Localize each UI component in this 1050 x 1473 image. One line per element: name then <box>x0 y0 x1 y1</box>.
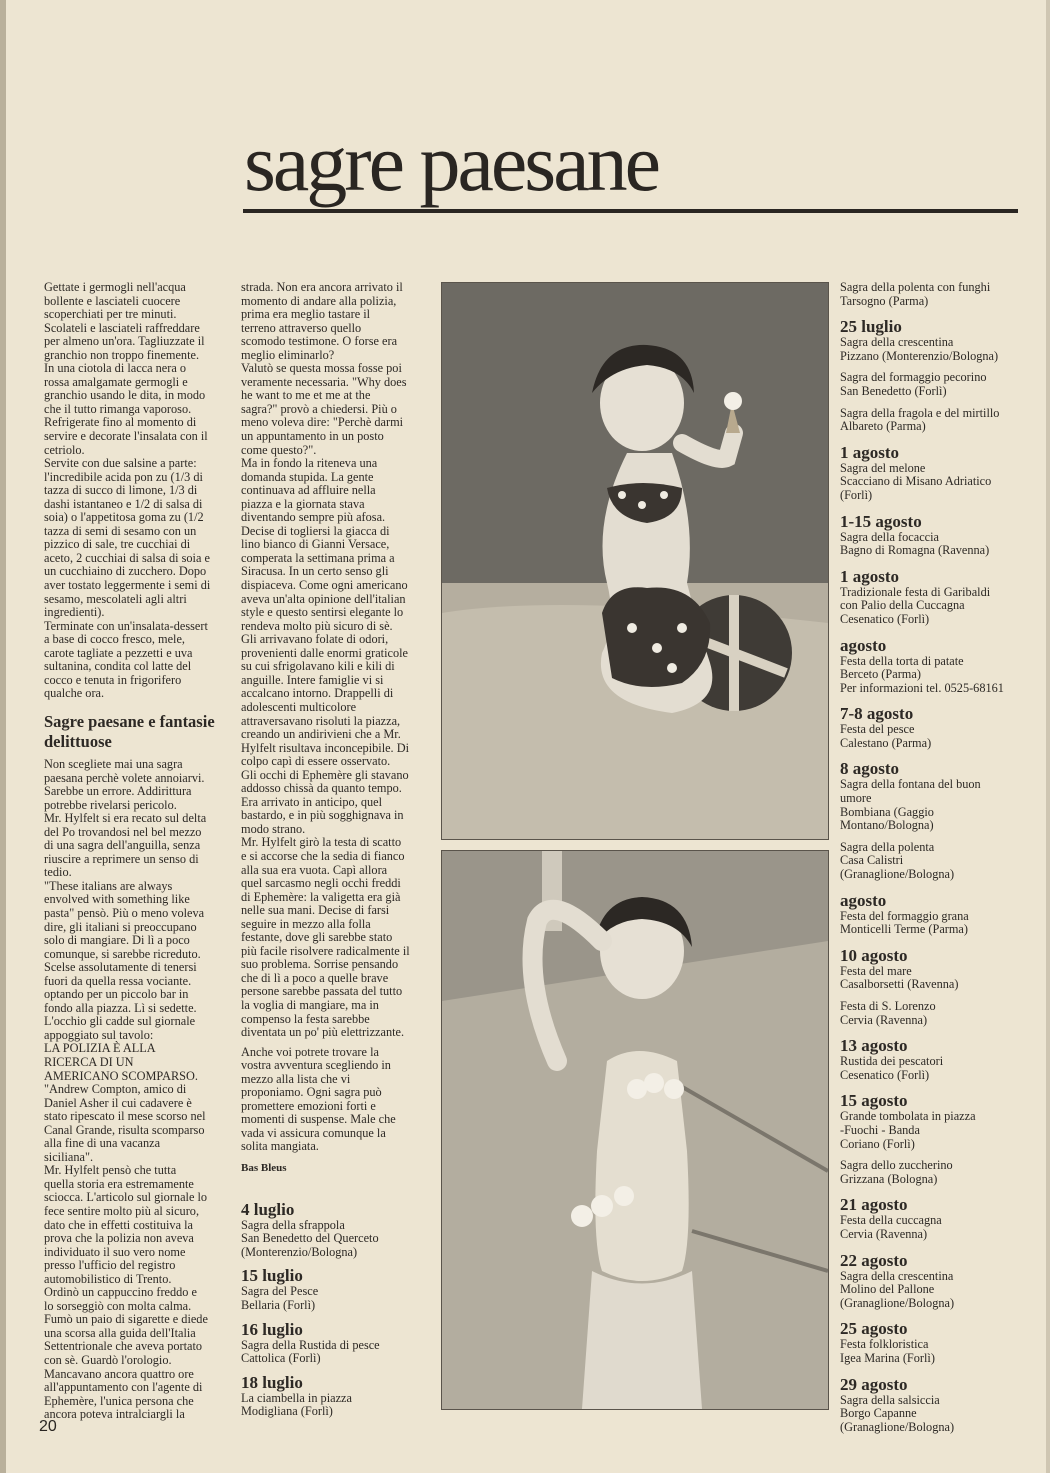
text-line: appoggiato sul tavolo: <box>44 1027 154 1042</box>
festival-item <box>840 655 1030 696</box>
text-line: Servite con due salsine a parte: <box>44 456 197 471</box>
text-line: Mr. Hylfelt pensò che tutta <box>44 1163 177 1178</box>
text-line: di Ephemère: la valigetta era già <box>241 889 401 904</box>
text-line: carote tagliate a pezzetti e uva <box>44 645 193 660</box>
story-text <box>44 758 229 1422</box>
festival-item <box>840 910 1030 937</box>
festival-date: 25 luglio <box>840 317 902 337</box>
festival-detail: Tradizionale festa di Garibaldi <box>840 584 991 599</box>
festival-date: 15 luglio <box>241 1266 303 1286</box>
text-line: veramente necessaria. "Why does <box>241 374 407 389</box>
festival-detail: Grizzana (Bologna) <box>840 1171 938 1186</box>
festival-detail: Albareto (Parma) <box>840 419 926 434</box>
photo-woman-bikini-ice-cream <box>441 282 829 840</box>
text-line: suo problema. Sorrise pensando <box>241 957 399 972</box>
text-line: Ordinò un cappuccino freddo e <box>44 1285 197 1300</box>
festival-date: agosto <box>840 635 887 655</box>
festival-detail: (Monterenzio/Bologna) <box>241 1244 358 1259</box>
text-line: fondo alla piazza. Lì si sedette. <box>44 1000 197 1015</box>
text-line: aveva un'alta opinione dell'italian <box>241 591 406 606</box>
text-line: terreno attraverso quello <box>241 320 362 335</box>
festival-detail: Bellaria (Forlì) <box>241 1297 316 1312</box>
text-line: Valutò se questa mossa fosse poi <box>241 361 402 376</box>
text-line: come questo?". <box>241 442 317 457</box>
text-line: una scorsa alla guida dell'Italia <box>44 1325 196 1340</box>
text-line: colpo capì di essere osservato. <box>241 754 391 769</box>
text-line: ingredienti). <box>44 605 105 620</box>
text-line: tazza di succo di limone, 1/3 di <box>44 483 198 498</box>
festival-date: 18 luglio <box>241 1372 303 1392</box>
text-line: Era arrivato in anticipo, quel <box>241 794 383 809</box>
text-line: diventando sempre più afosa. <box>241 510 386 525</box>
text-line: Canal Grande, risulta scomparso <box>44 1122 205 1137</box>
text-line: tedio. <box>44 865 72 880</box>
festival-detail: Berceto (Parma) <box>840 667 921 682</box>
festival-detail: Sagra del melone <box>840 460 926 475</box>
swimsuit-bottom <box>602 587 710 687</box>
text-line: Decise di togliersi la giacca di <box>241 523 390 538</box>
festival-detail: (Forlì) <box>840 487 873 502</box>
text-line: optando per un piccolo bar in <box>44 987 189 1002</box>
text-line: "Andrew Compton, amico di <box>44 1082 187 1097</box>
festival-entry <box>840 567 1030 627</box>
text-line: Ma in fondo la riteneva una <box>241 456 378 471</box>
text-line: dispiaceva. Come ogni americano <box>241 578 408 593</box>
festival-entry <box>840 704 1030 750</box>
page-title: sagre paesane <box>244 117 659 208</box>
festival-detail: Cesenatico (Forlì) <box>840 1067 930 1082</box>
text-line: alla fine di una vacanza <box>44 1136 161 1151</box>
festival-item <box>840 371 1030 398</box>
festival-detail: Casalborsetti (Ravenna) <box>840 977 959 992</box>
text-line: promettere emozioni forti e <box>241 1098 376 1113</box>
festival-detail: Sagra del formaggio pecorino <box>840 370 987 385</box>
text-line: presso l'ufficio del registro <box>44 1258 176 1273</box>
festival-item <box>840 1394 1030 1435</box>
festival-entry <box>241 1266 429 1312</box>
festival-detail: La ciambella in piazza <box>241 1390 352 1405</box>
text-line: Scelse assolutamente di tenersi <box>44 960 197 975</box>
text-line: Scolateli e lasciateli raffreddare <box>44 320 200 335</box>
festival-detail: Sagra della crescentina <box>840 335 954 350</box>
text-line: domanda stupida. La gente <box>241 469 374 484</box>
text-line: solo di mangiare. Di lì a poco <box>44 933 190 948</box>
text-line: tazza di semi di sesamo con un <box>44 523 197 538</box>
festival-detail: Bagno di Romagna (Ravenna) <box>840 543 990 558</box>
text-line: meglio eliminarlo? <box>241 347 335 362</box>
festival-item <box>840 965 1030 992</box>
festival-date: 1 agosto <box>840 566 900 586</box>
photo-illustration-1 <box>442 283 828 839</box>
text-line: nelle sua mani. Decise di farsi <box>241 903 390 918</box>
text-line: accalcano intorno. Drappelli di <box>241 686 394 701</box>
festival-item <box>840 723 1030 750</box>
text-line: ancora poteva intralciargli la <box>44 1407 185 1422</box>
text-line: siciliana". <box>44 1149 94 1164</box>
festival-detail: Sagra della Rustida di pesce <box>241 1337 380 1352</box>
festival-detail: Modigliana (Forlì) <box>241 1404 333 1419</box>
festival-item <box>840 841 1030 882</box>
festival-date: 7-8 agosto <box>840 704 914 724</box>
text-line: proponiamo. Ogni sagra può <box>241 1085 382 1100</box>
festival-detail: Festa del pesce <box>840 722 915 737</box>
festival-detail: Sagra della fontana del buon <box>840 777 981 792</box>
text-line: Gettate i germogli nell'acqua <box>44 280 186 294</box>
text-line: Mr. Hylfelt si era recato sul delta <box>44 811 207 826</box>
text-line: Fumò un paio di sigarette e diede <box>44 1312 208 1327</box>
festival-item <box>840 1159 1030 1186</box>
text-line: soia) o l'appetitosa goma zu (1/2 <box>44 510 204 525</box>
festival-entry <box>241 1320 429 1366</box>
festival-list-part-1 <box>241 1200 429 1419</box>
festival-entry <box>840 1251 1030 1311</box>
festival-detail: con Palio della Cuccagna <box>840 598 965 613</box>
text-line: momento di andare alla polizia, <box>241 293 397 308</box>
text-line: AMERICANO SCOMPARSO. <box>44 1068 198 1083</box>
festival-detail: Sagra del Pesce <box>241 1284 319 1299</box>
text-line: lino bianco di Gianni Versace, <box>241 537 390 552</box>
text-line: alla sua era vuota. Capì allora <box>241 862 388 877</box>
festival-detail: Bombiana (Gaggio <box>840 804 934 819</box>
column-2 <box>241 281 429 1426</box>
festival-item <box>840 1055 1030 1082</box>
text-line: su cui sfrigolavano kili e kili di <box>241 659 395 674</box>
text-line: seguire in mezzo alla folla <box>241 916 371 931</box>
text-line: rossa amalgamate germogli e <box>44 374 188 389</box>
text-line: "These italians are always <box>44 878 173 893</box>
text-line: sciocca. L'articolo sul giornale lo <box>44 1190 208 1205</box>
text-line: paesana perchè volete annoiarvi. <box>44 770 205 785</box>
festival-entry <box>241 1373 429 1419</box>
festival-detail: Per informazioni tel. 0525-68161 <box>840 680 1004 695</box>
festival-date: 15 agosto <box>840 1091 908 1111</box>
text-line: Gli arrivavano folate di odori, <box>241 632 389 647</box>
festival-detail: Festa della torta di patate <box>840 653 964 668</box>
text-line: modo strano. <box>241 821 306 836</box>
text-line: mezzo alla lista che vi <box>241 1071 351 1086</box>
festival-detail: Sagra della focaccia <box>840 529 939 544</box>
text-line: In una ciotola di lacca nera o <box>44 361 187 376</box>
festival-item <box>840 531 1030 558</box>
festival-date: 8 agosto <box>840 759 900 779</box>
festival-date: 1-15 agosto <box>840 511 922 531</box>
festival-detail: Sagra della crescentina <box>840 1268 954 1283</box>
text-line: festante, dove gli sarebbe stato <box>241 930 393 945</box>
text-line: diventata un po' più elettrizzante. <box>241 1025 405 1040</box>
text-line: Ephemère, l'unica persona che <box>44 1393 194 1408</box>
text-line: continuava ad affluire nella <box>241 483 376 498</box>
text-line: sagra?" provò a chiedersi. Più o <box>241 401 397 416</box>
text-line: dire, gli italiani si preoccupano <box>44 919 197 934</box>
festival-entry <box>840 1091 1030 1186</box>
text-line: bollente e lasciateli cuocere <box>44 293 181 308</box>
festival-entry <box>840 1036 1030 1082</box>
festival-entry <box>840 443 1030 503</box>
text-line: momenti di suspense. Male che <box>241 1112 396 1127</box>
text-line: attraversavano risoluti la piazza, <box>241 713 401 728</box>
festival-detail: Calestano (Parma) <box>840 735 932 750</box>
festival-detail: (Granaglione/Bologna) <box>840 867 955 882</box>
text-line: he want to me et me at the <box>241 388 371 403</box>
festival-entry <box>840 1195 1030 1241</box>
text-line: L'occhio gli cadde sul giornale <box>44 1014 196 1029</box>
text-line: cetriolo. <box>44 442 85 457</box>
festival-item <box>840 1000 1030 1027</box>
text-line: Sarebbe un errore. Addirittura <box>44 784 192 799</box>
festival-date: 10 agosto <box>840 945 908 965</box>
text-line: sultanina, condita col latte del <box>44 659 192 674</box>
festival-detail: Igea Marina (Forlì) <box>840 1350 935 1365</box>
festival-detail: Sagra della sfrappola <box>241 1217 345 1232</box>
author-signature: Bas Bleus <box>241 1162 287 1174</box>
festival-detail: Festa del mare <box>840 963 912 978</box>
festival-entry <box>840 1375 1030 1435</box>
festival-detail: Sagra della fragola e del mirtillo <box>840 405 1000 420</box>
festival-detail: umore <box>840 791 872 806</box>
text-line: che il tutto rimanga vaporoso. <box>44 401 192 416</box>
recipe-text <box>44 281 229 701</box>
festival-date: 1 agosto <box>840 442 900 462</box>
page-number: 20 <box>39 1418 57 1435</box>
text-line: quella storia era estremamente <box>44 1176 194 1191</box>
text-line: prima era meglio tastare il <box>241 307 371 322</box>
photo-woman-white-swimsuit-pool <box>441 850 829 1410</box>
festival-detail: Sagra dello zuccherino <box>840 1158 953 1173</box>
text-line: un cucchiaino di zucchero. Dopo <box>44 564 207 579</box>
festival-detail: Borgo Capanne <box>840 1406 917 1421</box>
festival-detail: Pizzano (Monterenzio/Bologna) <box>840 348 999 363</box>
text-line: per almeno un'ora. Tagliuzzate il <box>44 334 205 349</box>
festival-entry <box>840 317 1030 434</box>
text-line: compenso la festa sarebbe <box>241 1011 370 1026</box>
text-line: addosso chissà da quanto tempo. <box>241 781 402 796</box>
text-line: vostra avventura scegliendo in <box>241 1058 391 1073</box>
text-line: potrebbe rivelarsi pericolo. <box>44 797 177 812</box>
text-line: fuori da quella ressa vociante. <box>44 973 192 988</box>
festival-detail: Festa di S. Lorenzo <box>840 999 936 1013</box>
text-line: style e questo sentirsi elegante lo <box>241 605 404 620</box>
festival-detail: Molino del Pallone <box>840 1282 935 1297</box>
festival-item <box>840 586 1030 627</box>
text-line: Hylfelt risultava inconcepibile. Di <box>241 740 410 755</box>
text-line: anguille. Intere famiglie vi si <box>241 672 384 687</box>
page-edge-left <box>0 0 6 1473</box>
festival-detail: San Benedetto (Forlì) <box>840 383 947 398</box>
festival-detail: Cesenatico (Forlì) <box>840 611 930 626</box>
text-line: di una sagra dell'anguilla, senza <box>44 838 201 853</box>
festival-detail: Sagra della salsiccia <box>840 1392 940 1407</box>
festival-detail: Sagra della polenta <box>840 839 935 854</box>
text-line: dato che in effetti costituiva la <box>44 1217 193 1232</box>
text-line: a base di cocco fresco, mele, <box>44 632 185 647</box>
text-line: meno voleva dire: "Perchè darmi <box>241 415 404 430</box>
festival-detail: Grande tombolata in piazza <box>840 1109 976 1124</box>
text-line: Mr. Hylfelt girò la testa di scatto <box>241 835 402 850</box>
text-line: aver tostato leggermente i semi di <box>44 578 211 593</box>
column-1 <box>44 281 229 1422</box>
text-line: LA POLIZIA È ALLA <box>44 1041 156 1056</box>
text-line: Anche voi potrete trovare la <box>241 1044 379 1059</box>
festival-detail: Festa del formaggio grana <box>840 908 969 923</box>
text-line: che di lì a poco a quelle brave <box>241 970 389 985</box>
festival-item <box>840 407 1030 434</box>
text-line: più facile risolvere radicalmente il <box>241 943 410 958</box>
text-line: Terminate con un'insalata-dessert <box>44 618 208 633</box>
festival-date: agosto <box>840 890 887 910</box>
text-line: Refrigerate fino al momento di <box>44 415 197 430</box>
text-line: pizzico di sale, tre cucchiai di <box>44 537 191 552</box>
text-line: scoperchiati per tre minuti. <box>44 307 177 322</box>
text-line: quel sarcasmo negli occhi freddi <box>241 876 401 891</box>
text-line: qualche ora. <box>44 686 105 701</box>
text-line: sesamo, mescolateli agli altri <box>44 591 187 606</box>
text-line: con sè. Guardò l'orologio. <box>44 1353 172 1368</box>
text-line: envolved with something like <box>44 892 190 907</box>
festival-entry <box>840 759 1030 881</box>
text-line: fece sentire molto più al sicuro, <box>44 1204 200 1218</box>
text-line: scomodo testimone. O forse era <box>241 334 398 349</box>
festival-date: 16 luglio <box>241 1319 303 1339</box>
festival-list-part-2 <box>840 281 1030 1434</box>
festival-detail: Cervia (Ravenna) <box>840 1226 928 1241</box>
festival-detail: Tarsogno (Parma) <box>840 293 929 308</box>
text-line: bastardo, e in più sogghignava in <box>241 808 404 823</box>
festival-detail: Rustida dei pescatori <box>840 1054 944 1069</box>
text-line: del Po trovandosi nel bel mezzo <box>44 824 202 839</box>
text-line: individuato il suo vero nome <box>44 1244 186 1259</box>
text-line: prova che la polizia non aveva <box>44 1231 194 1246</box>
festival-item <box>840 1214 1030 1241</box>
text-line: dashi istantaneo e 1/2 di salsa di <box>44 496 203 511</box>
festival-date: 4 luglio <box>241 1199 295 1219</box>
festival-entry <box>840 1319 1030 1365</box>
festival-detail: Montano/Bologna) <box>840 818 934 833</box>
text-line: la voglia di mangiare, ma in <box>241 997 379 1012</box>
text-line: pasta" pensò. Più o meno voleva <box>44 905 205 920</box>
text-line: all'appuntamento con l'agente di <box>44 1380 203 1395</box>
festival-detail: (Granaglione/Bologna) <box>840 1295 955 1310</box>
text-line: persone sarebbe passata del tutto <box>241 984 403 999</box>
festival-entry <box>840 636 1030 696</box>
text-line: piazza e la giornata stava <box>241 496 365 511</box>
festival-detail: Sagra della polenta con funghi <box>840 280 991 294</box>
text-line: solita mangiata. <box>241 1139 319 1154</box>
festival-item <box>840 1110 1030 1151</box>
text-line: Gli occhi di Ephemère gli stavano <box>241 767 409 782</box>
text-line: strada. Non era ancora arrivato il <box>241 280 403 294</box>
festival-detail: Festa folkloristica <box>840 1337 929 1352</box>
festival-detail: Festa della cuccagna <box>840 1213 942 1228</box>
festival-entry <box>241 1200 429 1260</box>
title-rule <box>243 209 1018 213</box>
festival-detail: Casa Calistri <box>840 853 904 868</box>
text-line: comunque, si sarebbe ricreduto. <box>44 946 201 961</box>
festival-item <box>840 778 1030 832</box>
text-line: stato ripescato il mese scorso nel <box>44 1109 206 1124</box>
festival-date: 29 agosto <box>840 1374 908 1394</box>
festival-item <box>840 336 1030 363</box>
text-line: Daniel Asher il cui cadavere è <box>44 1095 192 1110</box>
text-line: e si accorse che la sedia di fianco <box>241 848 405 863</box>
festival-detail: Cattolica (Forlì) <box>241 1351 321 1366</box>
text-line: un appuntamento in un posto <box>241 429 384 444</box>
festival-detail: Monticelli Terme (Parma) <box>840 922 968 937</box>
text-line: comperata la settimana prima a <box>241 550 395 565</box>
text-line: RICERCA DI UN <box>44 1054 134 1069</box>
text-line: Siracusa. In un certo senso gli <box>241 564 389 579</box>
page-edge-right <box>1046 0 1050 1473</box>
festival-date: 22 agosto <box>840 1250 908 1270</box>
festival-detail: Coriano (Forlì) <box>840 1136 915 1151</box>
text-line: cocco e tenuta in frigorifero <box>44 672 182 687</box>
text-line: l'incredibile acida pon zu (1/3 di <box>44 469 203 484</box>
closing-paragraph <box>241 1046 429 1154</box>
photo-illustration-2 <box>442 851 828 1409</box>
text-line: lo sorseggiò con molta calma. <box>44 1298 192 1313</box>
festival-date: 13 agosto <box>840 1036 908 1056</box>
text-line: aceto, 2 cucchiai di salsa di soia e <box>44 550 210 565</box>
festival-detail: Scacciano di Misano Adriatico <box>840 474 992 489</box>
festival-item <box>840 462 1030 503</box>
festival-date: 25 agosto <box>840 1319 908 1339</box>
text-line: riuscire a reprimere un senso di <box>44 851 199 866</box>
festival-item <box>840 1270 1030 1311</box>
festival-detail: -Fuochi - Banda <box>840 1122 920 1137</box>
text-line: automobilistico di Trento. <box>44 1271 172 1286</box>
text-line: Non scegliete mai una sagra <box>44 756 183 771</box>
text-line: provenienti dalle enormi graticole <box>241 645 408 660</box>
text-line: Settentrionale che aveva portato <box>44 1339 203 1354</box>
festival-detail: Cervia (Ravenna) <box>840 1012 928 1027</box>
text-line: Mancavano ancora quattro ore <box>44 1366 194 1381</box>
text-line: servire e decorate l'insalata con il <box>44 429 208 444</box>
festival-detail: (Granaglione/Bologna) <box>840 1419 955 1434</box>
text-line: granchio usando le dita, in modo <box>44 388 206 403</box>
story-text-continued <box>241 281 429 1040</box>
text-line: granchio non troppo finemente. <box>44 347 200 362</box>
festival-date: 21 agosto <box>840 1195 908 1215</box>
festival-entry <box>840 946 1030 1027</box>
text-line: adolescenti multicolore <box>241 699 357 714</box>
text-line: rendeva molto più sicuro di sè. <box>241 618 393 633</box>
festival-entry <box>840 891 1030 937</box>
festival-detail: San Benedetto del Querceto <box>241 1231 379 1246</box>
festival-entry <box>840 512 1030 558</box>
text-line: creando un andirivieni che a Mr. <box>241 727 401 742</box>
festival-item <box>840 1338 1030 1365</box>
text-line: vada vi assicura comunque la <box>241 1125 386 1140</box>
section-heading: Sagre paesane e fantasie delittuose <box>44 711 215 751</box>
